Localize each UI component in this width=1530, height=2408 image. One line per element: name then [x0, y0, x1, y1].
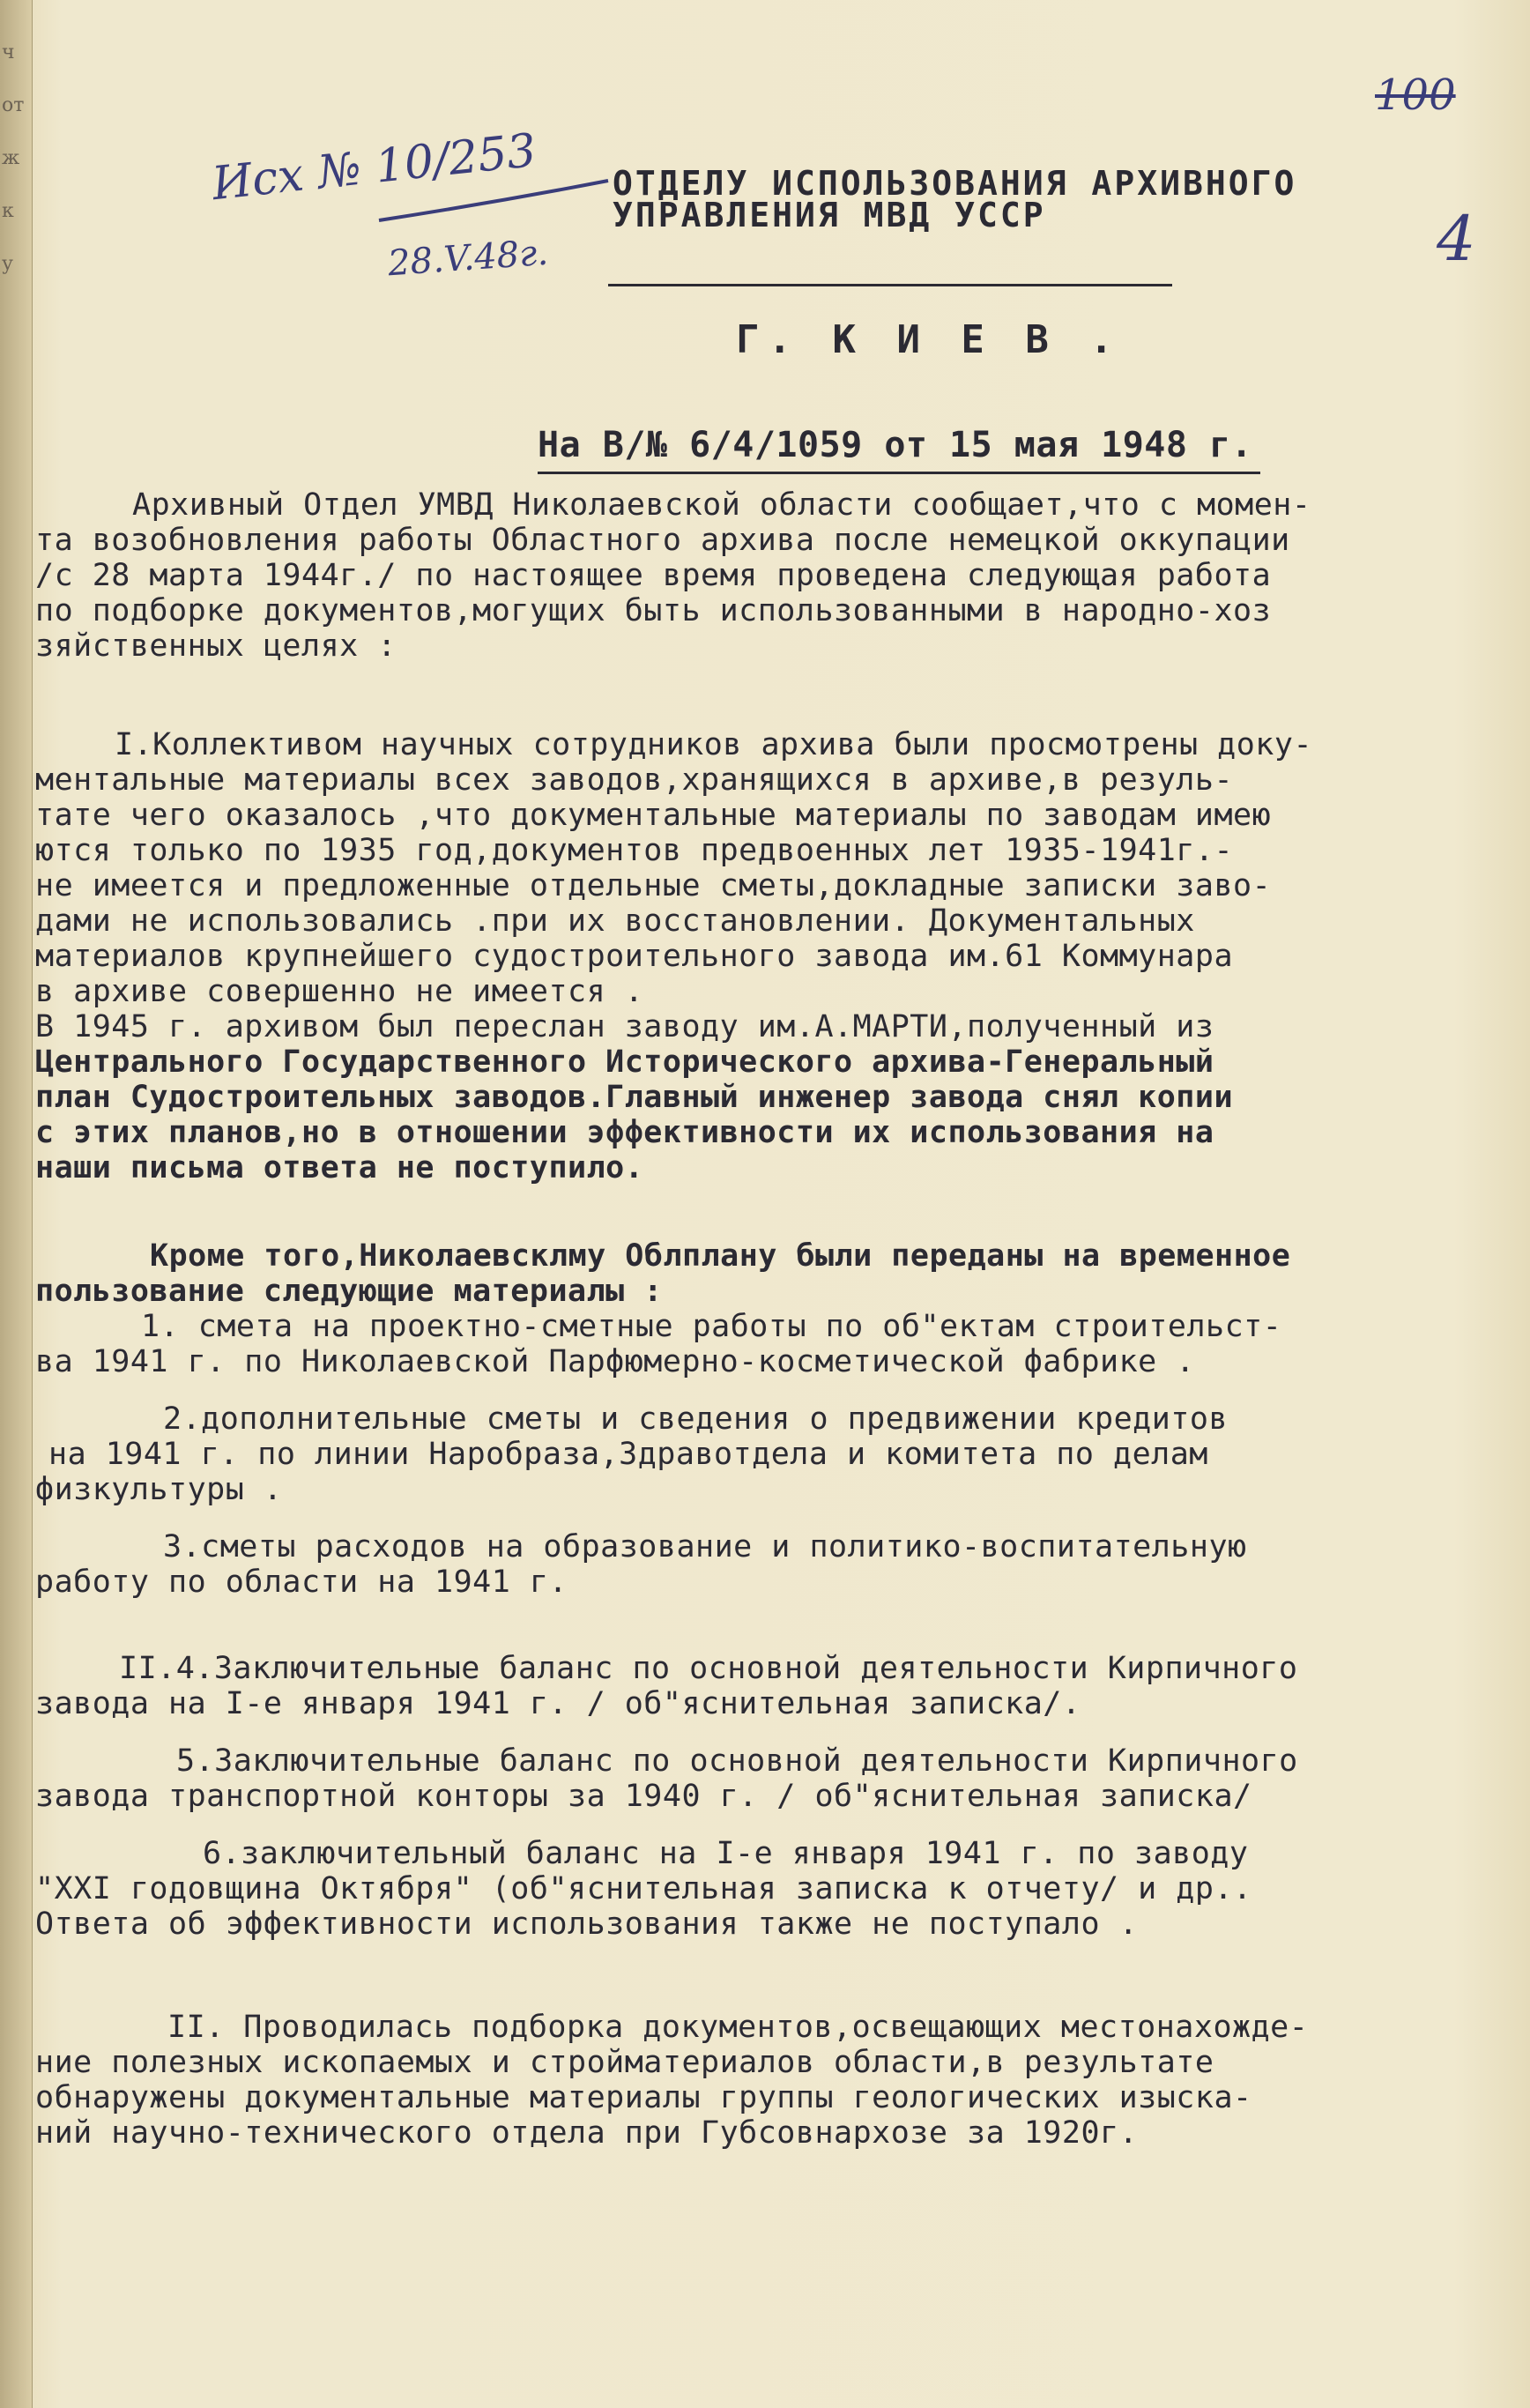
registration-date: 28.V.48г.: [386, 232, 550, 285]
registration-number: Исх № 10/253: [209, 123, 539, 212]
page-number-struck: 100: [1375, 71, 1456, 120]
city: Г. К И Е В .: [736, 317, 1122, 362]
addressee-rule: [608, 284, 1172, 286]
page-number: 4: [1437, 203, 1476, 275]
reference-rule: [538, 472, 1260, 474]
addressee-line-1: ОТДЕЛУ ИСПОЛЬЗОВАНИЯ АРХИВНОГО: [613, 164, 1297, 203]
document-page: ч от ж к у Исх № 10/253 28.V.48г. 100 4 ОТДЕЛУ ИСПОЛЬЗОВАНИЯ АРХИВНОГО УПРАВЛЕНИЯ МВД УССР Г. К И Е В . На В/№ 6/4/1059 от 15 мая 1948 г. Архивный Отдел УМВД Николаевской области сообщает,что с момен- та возобновления работы Областного архива после немецкой оккупации /с 28 марта 1944г./ по настоящее время проведена следующая работа по подборке документов,могущих быть использованными в народно-хоз зяйственных целях : I.Коллективом научных сотрудников архива были просмотрены доку- ментальные материалы всех заводов,хранящихся в архиве,в резуль- тате чего оказалось ,что документальные материалы по заводам имею ются только по 1935 год,документов предвоенных лет 1935-1941г.- не имеется и предложенные отдельные сметы,докладные записки заво- дами не использовались .при их восстановлении. Документальных материалов крупнейшего судостроительного завода им.61 Коммунара в архиве совершенно не имеется . В 1945 г. архивом был переслан заводу им.А.МАРТИ,полученный из Центрального Государственного Исторического архива-Генеральный план Судостроительных заводов.Главный инженер завода снял копии с этих планов,но в отношении эффективности их использования на наши письма ответа не поступило. Кроме того,Николаевсклму Облплану были переданы на временное пользование следующие материалы : 1. смета на проектно-сметные работы по об"ектам строительст- ва 1941 г. по Николаевской Парфюмерно-косметической фабрике . 2.дополнительные сметы и сведения о предвижении кредитов на 1941 г. по линии Наробраза,Здравотдела и комитета по делам физкультуры . 3.сметы расходов на образование и политико-воспитательную работу по области на 1941 г. II.4.Заключительные баланс по основной деятельности Кирпичного завода на I-е января 1941 г. / об"яснительная записка/. 5.Заключительные баланс по основной деятельности Кирпичного завода транспортной конторы за 1940 г. / об"яснительная записка/ 6.заключительный баланс на I-е января 1941 г. по заводу "XXI годовщина Октября" (об"яснительная записка к отчету/ и др.. Ответа об эффективности использования также не поступало . II. Проводилась подборка документов,освещающих местонахожде- ние полезных ископаемых и стройматериалов области,в результате обнаружены документальные материалы группы геологических изыска- ний научно-технического отдела при Губсовнархозе за 1920г.: [0, 0, 1530, 2408]
edge-marks: ч от ж к у: [2, 41, 25, 275]
addressee-line-2: УПРАВЛЕНИЯ МВД УССР: [613, 196, 1046, 234]
reference-line: На В/№ 6/4/1059 от 15 мая 1948 г.: [538, 425, 1253, 465]
